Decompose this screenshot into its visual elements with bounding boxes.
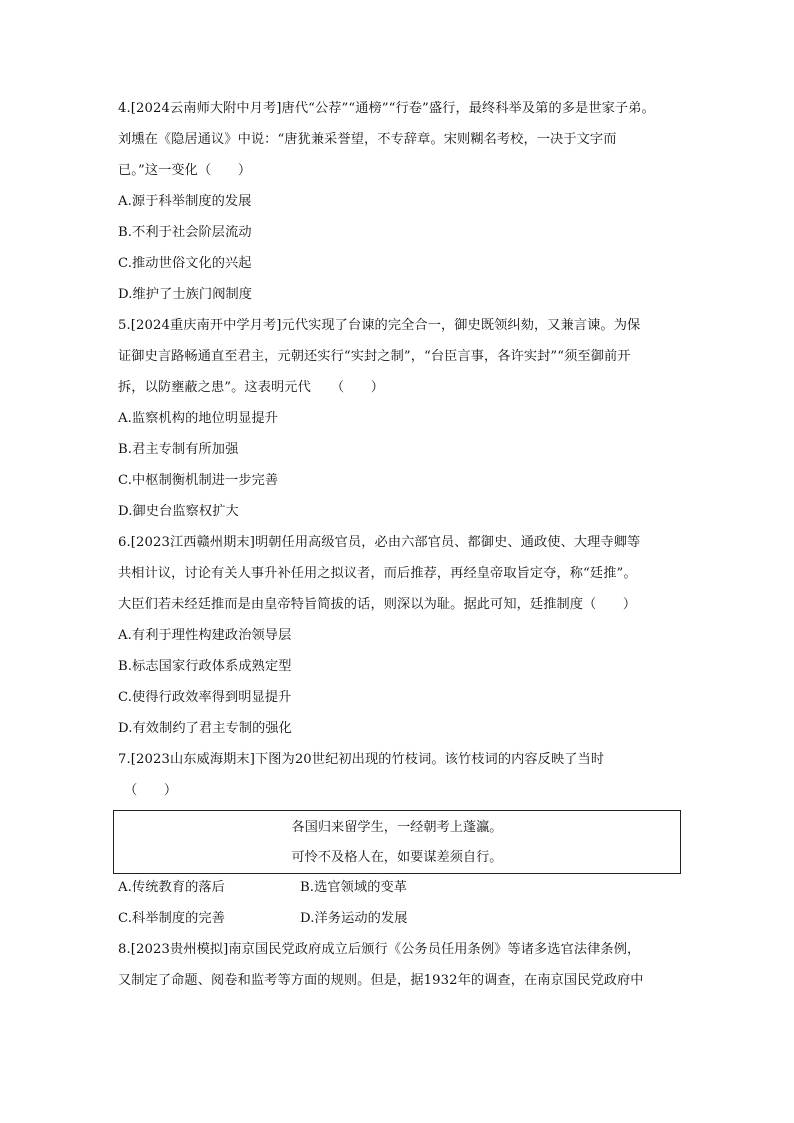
q6-option-d: D.有效制约了君主专制的强化 [118,721,292,736]
q7-option-b: B.选官领域的变革 [300,880,408,895]
poem-box [113,810,681,874]
q8-stem-line-2: 又制定了命题、阅卷和监考等方面的规则。但是，据1932年的调查，在南京国民党政府中 [118,973,644,988]
q5-stem-line-2: 证御史言路畅通直至君主，元朝还实行“实封之制”，“台臣言事，各许实封”“须至御前开 [118,349,631,364]
q6-stem-line-3: 大臣们若未经廷推而是由皇帝特旨简拔的话，则深以为耻。据此可知，廷推制度（ ） [118,597,637,612]
q6-stem-line-1: 6.[2023江西赣州期末]明朝任用高级官员，必由六部官员、都御史、通政使、大理寺卿等 [118,535,641,550]
q6-option-b: B.标志国家行政体系成熟定型 [118,659,292,674]
q7-option-d: D.洋务运动的发展 [300,911,408,926]
q7-option-c: C.科举制度的完善 [118,911,226,926]
q5-stem-line-3: 拆，以防壅蔽之患”。这表明元代 （ ） [118,380,384,395]
q4-option-b: B.不利于社会阶层流动 [118,225,252,240]
q4-option-a: A.源于科举制度的发展 [118,194,252,209]
q4-option-c: C.推动世俗文化的兴起 [118,256,252,271]
q5-option-c: C.中枢制衡机制进一步完善 [118,473,279,488]
q5-stem-line-1: 5.[2024重庆南开中学月考]元代实现了台谏的完全合一，御史既领纠劾，又兼言谏。为保 [118,318,641,333]
poem-line-1: 各国归来留学生，一经朝考上蓬瀛。 [291,820,503,835]
q5-option-d: D.御史台监察权扩大 [118,504,239,519]
q5-option-a: A.监察机构的地位明显提升 [118,411,279,426]
q7-stem-line-1: 7.[2023山东威海期末]下图为20世纪初出现的竹枝词。该竹枝词的内容反映了当时 [118,752,605,767]
q4-stem-line-1: 4.[2024云南师大附中月考]唐代“公荐”“通榜”“行卷”盛行，最终科举及第的多是世家子弟。 [118,101,655,116]
poem-line-2: 可怜不及格人在，如要谋差须自行。 [291,850,503,865]
q7-option-a: A.传统教育的落后 [118,880,225,895]
q6-stem-line-2: 共相计议，讨论有关人事升补任用之拟议者，而后推荐，再经皇帝取旨定夺，称“廷推”。 [118,566,637,581]
q6-option-c: C.使得行政效率得到明显提升 [118,690,292,705]
q8-stem-line-1: 8.[2023贵州模拟]南京国民党政府成立后颁行《公务员任用条例》等诸多选官法律条例， [118,942,641,957]
q4-stem-line-2: 刘壎在《隐居通议》中说：“唐犹兼采誉望，不专辞章。宋则糊名考校，一决于文字而 [118,132,617,147]
q4-stem-line-3: 已。”这一变化（ ） [118,163,252,178]
q4-option-d: D.维护了士族门阀制度 [118,287,253,302]
q5-option-b: B.君主专制有所加强 [118,442,239,457]
q7-answer-bracket: （ ） [124,783,178,798]
q6-option-a: A.有利于理性构建政治领导层 [118,628,292,643]
